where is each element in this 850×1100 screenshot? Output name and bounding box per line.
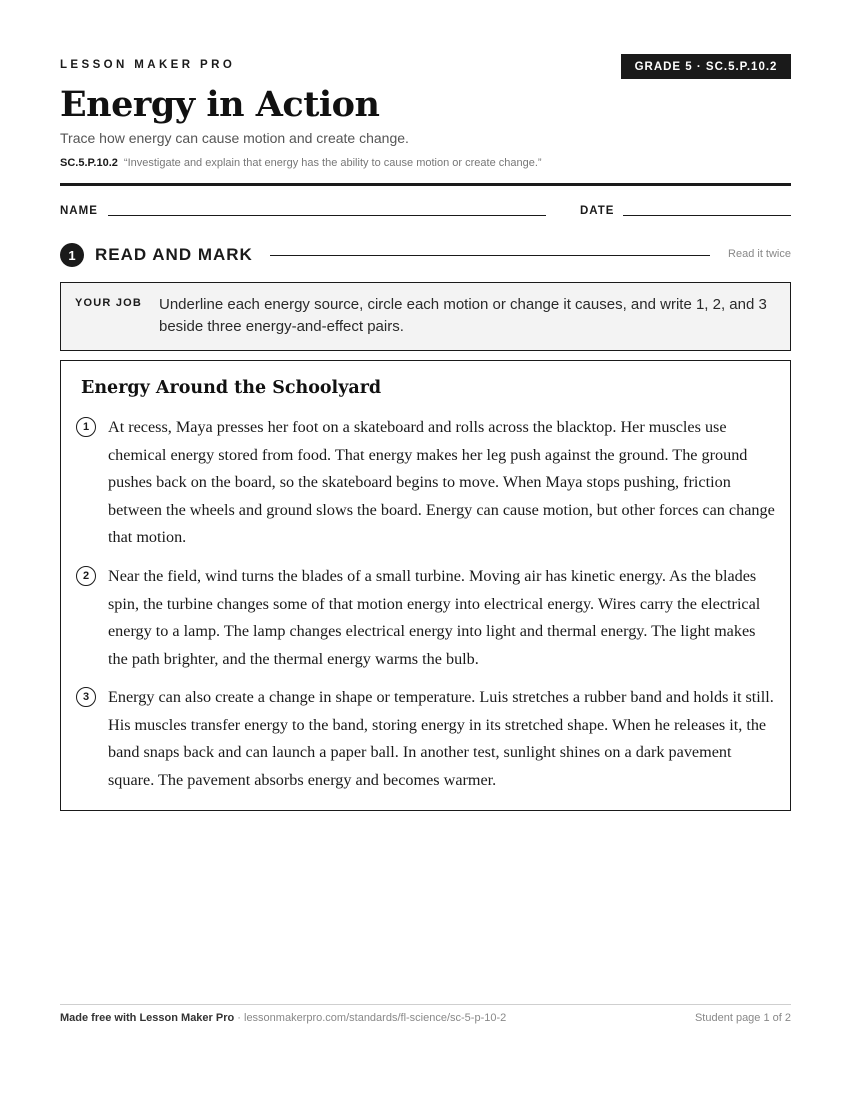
page-subtitle: Trace how energy can cause motion and create change.: [60, 130, 409, 146]
standard-line: [60, 157, 542, 169]
section-number-badge: 1: [60, 243, 84, 267]
date-label: DATE: [580, 205, 615, 217]
paragraph-3: Energy can also create a change in shape or temperature. Luis stretches a rubber band and holds it still. His muscles transfer energy to the band, storing energy in its stretched shape. When he releases it, the band snaps back and can launch a paper ball. In another test, sunlight shines on a dark pavement square. The pavement absorbs energy and becomes warmer.: [108, 688, 774, 789]
paragraph-number-3: 3: [76, 687, 96, 707]
paragraph-1: At recess, Maya presses her foot on a skateboard and rolls across the blacktop. Her muscles use chemical energy stored from food. That energy makes her leg push against the ground. The ground pushes back on the board, so the skateboard begins to move. When Maya stops pushing, friction between the wheels and ground slows the board. Energy can cause motion, but other forces can change that motion.: [108, 418, 775, 546]
your-job-box: [60, 282, 791, 351]
section-note: Read it twice: [728, 248, 791, 260]
standard-code: SC.5.P.10.2: [60, 157, 118, 169]
paragraph-2: Near the field, wind turns the blades of a small turbine. Moving air has kinetic energy. As the blades spin, the turbine changes some of that motion energy into electrical energy. Wires carry the electrical energy to a lamp. The lamp changes electrical energy into light and thermal energy. The light makes the path brighter, and the thermal energy warms the bulb.: [108, 567, 761, 668]
section-title: READ AND MARK: [95, 245, 253, 264]
footer-credit: [60, 1012, 506, 1024]
your-job-label: YOUR JOB: [75, 297, 143, 309]
your-job-instructions: Underline each energy source, circle each motion or change it causes, and write 1, 2, and 3 beside three energy-and-effect pairs.: [159, 296, 767, 335]
header-divider: [60, 183, 791, 186]
standard-text: “Investigate and explain that energy has the ability to cause motion or create change.”: [123, 157, 542, 169]
name-field[interactable]: [108, 215, 546, 216]
footer-url[interactable]: · lessonmakerpro.com/standards/fl-science/sc-5-p-10-2: [234, 1012, 507, 1024]
footer-page-number: Student page 1 of 2: [694, 1012, 791, 1024]
reading-passage: [60, 360, 791, 811]
brand-name: LESSON MAKER PRO: [60, 59, 236, 71]
grade-badge: GRADE 5 · SC.5.P.10.2: [621, 54, 791, 79]
footer-made-with: Made free with Lesson Maker Pro: [60, 1012, 235, 1024]
name-label: NAME: [60, 205, 98, 217]
passage-title: Energy Around the Schoolyard: [81, 378, 382, 398]
date-field[interactable]: [623, 215, 791, 216]
paragraph-number-1: 1: [76, 417, 96, 437]
footer-divider: [60, 1004, 791, 1005]
paragraph-number-2: 2: [76, 566, 96, 586]
page-title: Energy in Action: [60, 84, 380, 125]
